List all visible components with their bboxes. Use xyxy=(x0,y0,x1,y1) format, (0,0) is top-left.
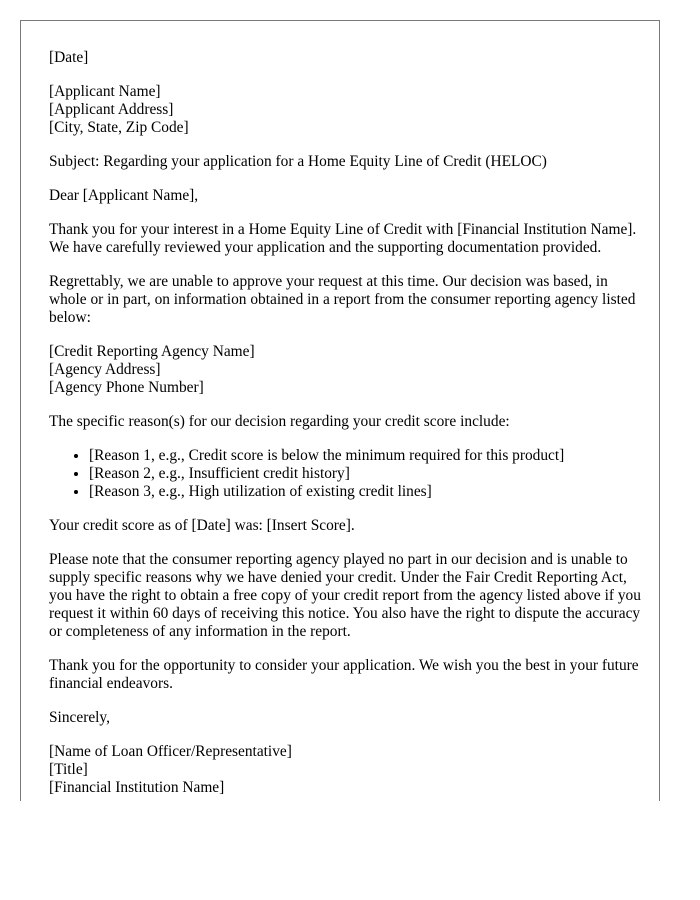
agency-phone: [Agency Phone Number] xyxy=(49,379,204,396)
agency-address: [Agency Address] xyxy=(49,361,161,378)
letter-salutation: Dear [Applicant Name], xyxy=(49,187,199,204)
paragraph-closing: Thank you for the opportunity to consider your application. We wish you the best in your future financial endeavors. xyxy=(49,657,639,692)
sign-off: Sincerely, xyxy=(49,709,110,726)
paragraph-rights: Please note that the consumer reporting agency played no part in our decision and is unable to supply specific reasons why we have denied your credit. Under the Fair Credit Reporting Act, you have the right to obtain a free copy of your credit report from the agency listed above if you request it within 60 days of receiving this notice. You also have the right to dispute the accuracy or completeness of any information in the report. xyxy=(49,551,641,640)
signature-institution: [Financial Institution Name] xyxy=(49,779,225,796)
signature-title: [Title] xyxy=(49,761,88,778)
applicant-block xyxy=(49,83,641,137)
applicant-name: [Applicant Name] xyxy=(49,83,161,100)
letter-date: [Date] xyxy=(49,49,89,66)
reasons-intro: The specific reason(s) for our decision regarding your credit score include: xyxy=(49,413,510,430)
agency-block xyxy=(49,343,641,397)
reason-item: • [Reason 2, e.g., Insufficient credit history] xyxy=(89,465,641,483)
letter-subject: Subject: Regarding your application for a Home Equity Line of Credit (HELOC) xyxy=(49,153,547,170)
letter-page xyxy=(20,20,660,801)
paragraph-intro: Thank you for your interest in a Home Equity Line of Credit with [Financial Institution Name]. We have carefully reviewed your application and the supporting documentation provided. xyxy=(49,221,637,256)
agency-name: [Credit Reporting Agency Name] xyxy=(49,343,255,360)
applicant-city-state-zip: [City, State, Zip Code] xyxy=(49,119,189,136)
applicant-address: [Applicant Address] xyxy=(49,101,174,118)
signature-name: [Name of Loan Officer/Representative] xyxy=(49,743,292,760)
paragraph-decision: Regrettably, we are unable to approve your request at this time. Our decision was based, in whole or in part, on information obtained in a report from the consumer reporting agency listed below: xyxy=(49,273,636,326)
credit-score-line: Your credit score as of [Date] was: [Insert Score]. xyxy=(49,517,355,534)
letter-body xyxy=(49,49,641,801)
reason-item: • [Reason 1, e.g., Credit score is below the minimum required for this product] xyxy=(89,447,641,465)
reasons-list xyxy=(49,447,641,501)
reason-item: • [Reason 3, e.g., High utilization of existing credit lines] xyxy=(89,483,641,501)
signature-block xyxy=(49,743,641,797)
